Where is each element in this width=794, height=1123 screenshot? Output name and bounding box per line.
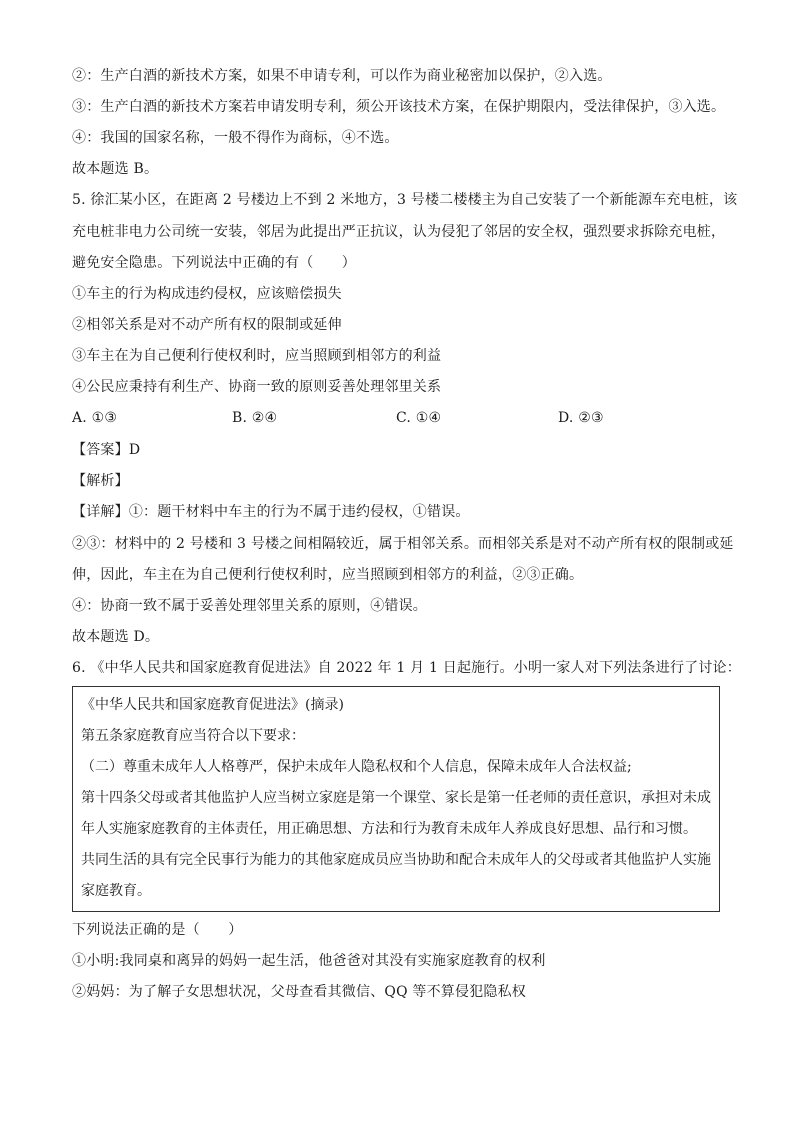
statement-item: ③车主在为自己便利行使权利时，应当照顾到相邻方的利益 <box>72 348 442 364</box>
excerpt-line: 第十四条父母或者其他监护人应当树立家庭是第一个课堂、家长是第一任老师的责任意识，承担对未成 <box>81 790 711 806</box>
statement-item: ②相邻关系是对不动产所有权的限制或延伸 <box>72 317 342 333</box>
question-6-stem: 6. 《中华人民共和国家庭教育促进法》自 2022 年 1 月 1 日起施行。小明一家人对下列法条进行了讨论： <box>72 660 741 676</box>
excerpt-line: 第五条家庭教育应当符合以下要求： <box>81 728 305 744</box>
text-line: ②：生产白酒的新技术方案，如果不申请专利，可以作为商业秘密加以保护，②入选。 <box>72 68 612 84</box>
excerpt-line: 年人实施家庭教育的主体责任，用正确思想、方法和行为教育未成年人养成良好思想、品行和习惯。 <box>81 821 697 837</box>
text-line: 故本题选 D。 <box>72 629 160 645</box>
text-line: 故本题选 B。 <box>72 161 159 177</box>
statement-item: ①车主的行为构成违约侵权，应该赔偿损失 <box>72 286 342 302</box>
question-5-stem: 避免安全隐患。下列说法中正确的有（ ） <box>72 255 356 271</box>
statement-item: ④公民应秉持有利生产、协商一致的原则妥善处理邻里关系 <box>72 379 442 395</box>
text-line: ②③：材料中的 2 号楼和 3 号楼之间相隔较近，属于相邻关系。而相邻关系是对不动产所有权的限制或延 <box>72 536 734 552</box>
answer-line <box>72 440 140 460</box>
law-excerpt-box <box>72 686 720 912</box>
text-line: 伸，因此，车主在为自己便利行使权利时，应当照顾到相邻方的利益，②③正确。 <box>72 567 584 583</box>
text-line: 下列说法正确的是（ ） <box>72 922 243 938</box>
answer-value: D <box>128 442 141 458</box>
answer-options <box>72 408 722 428</box>
statement-item: ②妈妈：为了解子女思想状况，父母查看其微信、QQ 等不算侵犯隐私权 <box>72 984 527 1000</box>
excerpt-line: 共同生活的具有完全民事行为能力的其他家庭成员应当协助和配合未成年人的父母或者其他监护人实施 <box>81 852 711 868</box>
excerpt-title: 《中华人民共和国家庭教育促进法》(摘录) <box>81 697 344 713</box>
detail-line <box>72 502 470 522</box>
option-c: C. ①④ <box>396 410 442 426</box>
question-5-stem: 5. 徐汇某小区，在距离 2 号楼边上不到 2 米地方，3 号楼二楼楼主为自己安装了一个新能源车充电桩，该 <box>72 192 738 208</box>
excerpt-line: （二）尊重未成年人人格尊严，保护未成年人隐私权和个人信息，保障未成年人合法权益; <box>81 759 632 775</box>
question-5-stem: 充电桩非电力公司统一安装，邻居为此提出严正抗议，认为侵犯了邻居的安全权，强烈要求拆除充电桩， <box>72 224 726 240</box>
detail-text: ①：题干材料中车主的行为不属于违约侵权，①错误。 <box>128 504 470 520</box>
option-b: B. ②④ <box>232 410 278 426</box>
option-d: D. ②③ <box>558 410 604 426</box>
option-a: A. ①③ <box>72 410 118 426</box>
text-line: ④：协商一致不属于妥善处理邻里关系的原则，④错误。 <box>72 598 427 614</box>
text-line: ③：生产白酒的新技术方案若申请发明专利，须公开该技术方案，在保护期限内，受法律保护，③入选。 <box>72 99 726 115</box>
answer-label: 【答案】 <box>72 442 129 458</box>
detail-label: 【详解】 <box>72 504 129 520</box>
statement-item: ①小明:我同桌和离异的妈妈一起生活，他爸爸对其没有实施家庭教育的权利 <box>72 953 546 969</box>
excerpt-line: 家庭教育。 <box>81 883 151 899</box>
analysis-label: 【解析】 <box>72 473 129 489</box>
text-line: ④：我国的国家名称，一般不得作为商标，④不选。 <box>72 130 399 146</box>
